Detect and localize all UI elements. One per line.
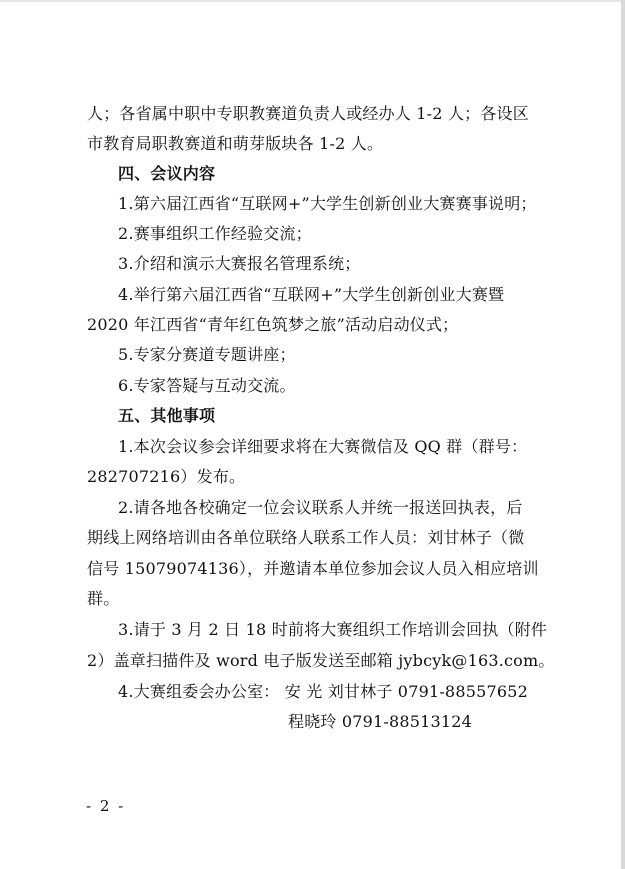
scan-edge-top <box>0 0 625 2</box>
list-item-continuation: 2）盖章扫描件及 word 电子版发送至邮箱 jybcyk@163.com。 <box>87 651 555 670</box>
list-item: 1.本次会议参会详细要求将在大赛微信及 QQ 群（群号： <box>118 437 528 456</box>
paragraph-line: 市教育局职教赛道和萌芽版块各 1-2 人。 <box>87 134 384 153</box>
list-item: 2.赛事组织工作经验交流； <box>118 224 312 243</box>
list-item: 2.请各地各校确定一位会议联系人并统一报送回执表，后 <box>118 498 523 517</box>
list-item: 1.第六届江西省“互联网+”大学生创新创业大赛赛事说明； <box>118 194 537 213</box>
page-number: - 2 - <box>86 797 126 815</box>
contact-line: 程晓玲 0791-88513124 <box>288 712 473 731</box>
scan-edge-right <box>621 0 625 869</box>
section-heading-meeting-content: 四、会议内容 <box>118 164 216 183</box>
list-item: 5.专家分赛道专题讲座； <box>118 345 296 364</box>
list-item: 3.介绍和演示大赛报名管理系统； <box>118 254 361 273</box>
list-item-continuation: 282707216）发布。 <box>87 467 246 486</box>
section-heading-other-matters: 五、其他事项 <box>118 406 216 425</box>
list-item: 3.请于 3 月 2 日 18 时前将大赛组织工作培训会回执（附件 <box>118 620 548 639</box>
contact-line: 4.大赛组委会办公室： 安 光 刘甘林子 0791-88557652 <box>118 682 528 701</box>
list-item: 6.专家答疑与互动交流。 <box>118 376 296 395</box>
paragraph-line: 人；各省属中职中专职教赛道负责人或经办人 1-2 人；各设区 <box>87 104 529 123</box>
list-item: 4.举行第六届江西省“互联网+”大学生创新创业大赛暨 <box>118 285 505 304</box>
list-item-continuation: 2020 年江西省“青年红色筑梦之旅”活动启动仪式； <box>87 315 459 334</box>
list-item-continuation: 信号 15079074136），并邀请本单位参加会议人员入相应培训 <box>87 559 539 578</box>
list-item-continuation: 群。 <box>87 589 120 608</box>
list-item-continuation: 期线上网络培训由各单位联络人联系工作人员：刘甘林子（微 <box>87 528 525 547</box>
